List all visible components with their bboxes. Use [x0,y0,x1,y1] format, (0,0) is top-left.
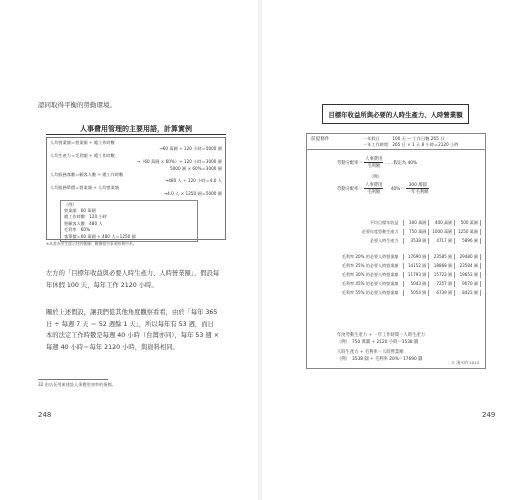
table-row-label: 毛利率 55% 的必要人時營業額 [341,290,399,296]
formula-1 [337,156,417,169]
table-cell: 5054 圓 [403,290,429,296]
formula-2-mid: 40%＝ [390,187,405,192]
right-title-box [322,104,469,124]
example-line: 毛利率 60% [64,227,91,233]
calc-box-title: 人事費用管理的主要用語，計算實例 [80,125,192,133]
formula-2 [337,182,429,195]
diagram-box [306,133,486,369]
table-row-label: 毛利率 20% 的必要人時營業額 [341,253,399,259]
formula-1-right: ……假定為 40% [384,161,418,166]
table-row [311,227,481,236]
table-row [311,289,481,298]
calc-line-left: 人均服務客數＝顧客人數 ÷ 總工作時數 [50,172,124,178]
footnote-rule [38,379,108,380]
table-cell: 9070 圓 [454,281,481,287]
table-row-label: 必要年度勞動生產力 [361,228,399,234]
example-lines [64,208,194,240]
formula-1-den: 毛利額 [367,164,381,169]
table-row-label: 必要人時生產力 [369,237,399,243]
table-cell: 1000 萬圓 [428,229,454,235]
calc-lines [50,140,222,198]
right-page [262,0,520,500]
title-rule [46,134,226,135]
page-number-right: 249 [482,411,496,419]
table-row [311,218,481,227]
table-cell: 3538 圓 [403,238,429,244]
table-cell: 11793 圓 [403,272,429,278]
table-row-label: 平均目標年收益 [369,219,399,225]
formula-2-num: 人事費用 [365,183,383,188]
table-row-label: 毛利率 30% 的必要人時營業額 [341,272,399,278]
table-row [311,270,481,279]
target-table [311,218,481,298]
table-row [311,236,481,245]
box-note: ※本書為學生提示性的數據：數據報告事業經典中本。 [46,241,137,246]
table-cell: 29480 圓 [454,254,481,260]
calc-example-box [46,137,226,240]
premise-rule [307,149,485,150]
right-title: 目標年收益所與必要的人時生產力、人時營業額 [328,110,463,119]
example-box [60,200,198,242]
table-cell: 750 萬圓 [403,229,429,235]
formula-2-fraction-2 [406,182,429,195]
example-line: 總工作時數 120 小時 [64,214,107,220]
calc-line-right: →480 人 ÷ 120 小時＝4.0 人 [164,178,222,184]
table-bottom-rows [311,252,481,297]
calc-line-left: 人均服務單價＝營業額 ÷ 人均營業額 [50,184,119,190]
table-cell: 8423 圓 [454,290,481,296]
table-row-label: 毛利率 25% 的必要人時營業額 [341,262,399,268]
table-row [311,252,481,261]
calc-line [50,191,222,197]
table-cell: 7257 圓 [428,281,454,287]
calc-line-right: →60 萬圓 ÷ 120 小時＝5000 圓 [159,146,222,152]
table-cell: 14152 圓 [403,263,429,269]
table-cell: 23584 圓 [454,263,481,269]
premise-line-2: 一年工作時間 265 日 × 1 天 8 小時＝2120 小時 [363,141,459,147]
formula-3: 年度勞動生產力 ÷ 一年工作時間＝人時生產力 [337,333,425,338]
table-cell: 300 萬圓 [403,220,429,226]
paragraph-1 [46,268,220,291]
formula-2-tag: （例） [369,175,382,180]
calc-line-left: 人均生產力＝毛利額 ÷ 總工作時數 [50,152,115,158]
formula-2-num-2: 300 萬圓 [406,182,429,189]
example-line: 營業額 60 萬圓 [64,208,96,214]
formula-1-left: 勞動分配率＝ [337,161,363,166]
table-cell: 4717 圓 [428,238,454,244]
formula-3-example: （例） 750 萬圓 ÷ 2120 小時＝3538 圓 [337,340,419,345]
premise-lines [363,136,458,147]
table-cell: 400 萬圓 [428,220,454,226]
paragraph-2-text: 關於上述假設，讓我們從其他角度觀察看看，由於「每年 365 日 ÷ 每週 7 天 ＝ 52 週餘 1 天」，所以每年有 53 週，而日本的法定工作時數是每週 40 小時（台灣亦同），每年 53 週 × 每週 40 小時＝每年 2120 小時，與資料相同。 [46,309,219,351]
table-cell: 5896 圓 [454,238,481,244]
formula-4: 人時生產力 ÷ 毛利率＝人時營業額 [337,350,404,355]
premise-label: 前提條件 [311,137,330,142]
premise-line-1: 一年假日 100 天 ― 工作日數 265 日 [363,136,445,141]
table-cell: 1250 萬圓 [454,229,481,235]
formula-2-den-2: 一年毛利額 [406,190,429,195]
example-tag: （例） [64,201,77,207]
paragraph-2 [46,307,220,353]
table-row [311,261,481,270]
table-cell: 18868 圓 [428,263,454,269]
left-page [0,0,258,500]
formula-2-left: 勞動分配率＝ [337,187,363,192]
formula-2-fraction [364,182,383,195]
table-cell: 500 萬圓 [454,220,481,226]
intro-line: 認同取得平衡的勞動環境。 [38,101,116,109]
example-line: 客單價＝60 萬圓 ÷ 480 人＝1250 圓 [64,233,136,239]
formula-1-fraction [364,156,383,169]
copyright: © 淺水的 2014 [451,360,479,365]
table-top-rows [311,218,481,245]
table-cell: 17690 圓 [403,254,429,260]
table-row [311,280,481,289]
table-cell: 5043 圓 [403,281,429,287]
table-cell: 23585 圓 [428,254,454,260]
footnote: 32 由店長用來建設人事費用效率的指標。 [38,382,116,387]
formula-2-den: 毛利額 [367,190,381,195]
formula-1-num: 人事費用 [365,157,383,162]
calc-line-right: 5000 圓 × 60%＝3000 圓 [169,165,222,171]
example-line: 營顧客人數 480 人 [64,220,103,226]
calc-line-left: 人均營業額＝營業額 ÷ 總工作時數 [50,140,115,145]
table-cell: 15723 圓 [428,272,454,278]
table-cell: 6739 圓 [428,290,454,296]
paragraph-1-text: 左方的「目標年收益與必要人時生產力、人時營業額」，假設每年休假 100 天，每年工作 2120 小時。 [46,270,220,289]
calc-line-right: →4.0 人 × 1250 圓＝5000 圓 [163,191,222,197]
page-number-left: 248 [38,411,52,419]
table-row-label: 毛利率 45% 的必要人時營業額 [341,281,399,287]
calc-line-right: →（60 萬圓 × 60%）÷ 120 小時＝3000 圓 [136,159,222,165]
table-cell: 19653 圓 [454,272,481,278]
formula-4-example: （例） 3538 圓 ÷ 毛利率 20%＝17690 圓 [337,357,423,362]
